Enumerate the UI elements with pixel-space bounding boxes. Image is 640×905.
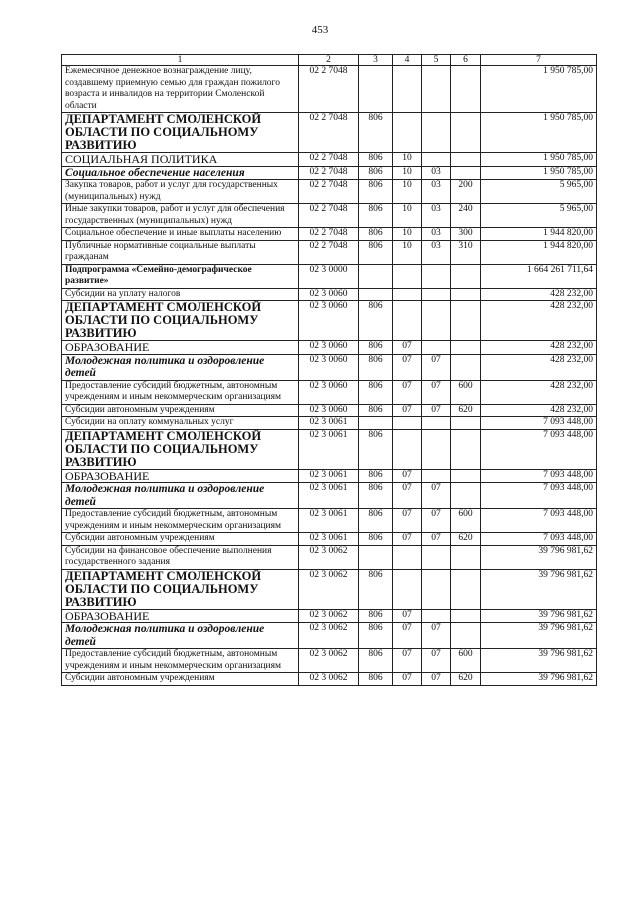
- name-cell: Предоставление субсидий бюджетным, автономным учреждениям и иным некоммерческим организациям: [62, 649, 299, 673]
- section-cell: 10: [393, 240, 422, 264]
- table-row: [62, 204, 597, 228]
- amount-cell: 428 232,00: [481, 354, 597, 380]
- subsection-cell: 07: [422, 673, 451, 686]
- admin-code-cell: 806: [359, 623, 393, 649]
- target-article-cell: 02 2 7048: [299, 166, 359, 180]
- subsection-cell: 03: [422, 228, 451, 241]
- admin-code-cell: 806: [359, 240, 393, 264]
- admin-code-cell: 806: [359, 166, 393, 180]
- expense-type-cell: [451, 66, 481, 113]
- expense-type-cell: 600: [451, 380, 481, 404]
- amount-cell: 39 796 981,62: [481, 673, 597, 686]
- subsection-cell: 07: [422, 380, 451, 404]
- amount-cell: 1 950 785,00: [481, 166, 597, 180]
- subsection-cell: [422, 469, 451, 483]
- name-cell: Закупка товаров, работ и услуг для государственных (муниципальных) нужд: [62, 180, 299, 204]
- expense-type-cell: [451, 469, 481, 483]
- expense-type-cell: [451, 429, 481, 469]
- amount-cell: 7 093 448,00: [481, 483, 597, 509]
- admin-code-cell: 806: [359, 533, 393, 546]
- amount-cell: 39 796 981,62: [481, 609, 597, 623]
- amount-cell: 39 796 981,62: [481, 545, 597, 569]
- expense-type-cell: [451, 623, 481, 649]
- section-cell: 07: [393, 483, 422, 509]
- expense-type-cell: [451, 545, 481, 569]
- table-row: [62, 180, 597, 204]
- expense-type-cell: 600: [451, 509, 481, 533]
- table-row: [62, 545, 597, 569]
- subsection-cell: 07: [422, 649, 451, 673]
- name-cell: Социальное обеспечение и иные выплаты населению: [62, 228, 299, 241]
- amount-cell: 7 093 448,00: [481, 469, 597, 483]
- amount-cell: 428 232,00: [481, 288, 597, 301]
- subsection-cell: 03: [422, 204, 451, 228]
- header-row: [62, 55, 597, 66]
- expense-type-cell: [451, 341, 481, 355]
- name-cell: СОЦИАЛЬНАЯ ПОЛИТИКА: [62, 153, 299, 167]
- section-cell: 07: [393, 609, 422, 623]
- subsection-cell: 07: [422, 533, 451, 546]
- name-cell: Субсидии на оплату коммунальных услуг: [62, 417, 299, 430]
- name-cell: Молодежная политика и оздоровление детей: [62, 623, 299, 649]
- name-cell: Ежемесячное денежное вознаграждение лицу, создавшему приемную семью для граждан пожилого возраста и инвалидов на территории Смоленской области: [62, 66, 299, 113]
- page-number: 453: [311, 24, 329, 36]
- amount-cell: 428 232,00: [481, 301, 597, 341]
- target-article-cell: 02 3 0062: [299, 623, 359, 649]
- section-cell: 07: [393, 623, 422, 649]
- target-article-cell: 02 3 0060: [299, 404, 359, 417]
- section-cell: [393, 301, 422, 341]
- name-cell: Субсидии автономным учреждениям: [62, 533, 299, 546]
- admin-code-cell: [359, 417, 393, 430]
- amount-cell: 1 664 261 711,64: [481, 264, 597, 288]
- name-cell: Иные закупки товаров, работ и услуг для обеспечения государственных (муниципальных) нужд: [62, 204, 299, 228]
- expense-type-cell: [451, 354, 481, 380]
- table-row: [62, 649, 597, 673]
- admin-code-cell: 806: [359, 404, 393, 417]
- table-row: [62, 417, 597, 430]
- subsection-cell: [422, 545, 451, 569]
- admin-code-cell: 806: [359, 380, 393, 404]
- admin-code-cell: 806: [359, 204, 393, 228]
- target-article-cell: 02 2 7048: [299, 240, 359, 264]
- section-cell: 10: [393, 180, 422, 204]
- subsection-cell: [422, 429, 451, 469]
- table-row: [62, 153, 597, 167]
- table-row: [62, 483, 597, 509]
- subsection-cell: 07: [422, 404, 451, 417]
- amount-cell: 1 950 785,00: [481, 113, 597, 153]
- subsection-cell: [422, 153, 451, 167]
- expense-type-cell: [451, 569, 481, 609]
- amount-cell: 1 944 820,00: [481, 228, 597, 241]
- expense-type-cell: 620: [451, 533, 481, 546]
- subsection-cell: 03: [422, 180, 451, 204]
- subsection-cell: [422, 569, 451, 609]
- subsection-cell: 07: [422, 354, 451, 380]
- subsection-cell: 03: [422, 166, 451, 180]
- target-article-cell: 02 2 7048: [299, 228, 359, 241]
- section-cell: 07: [393, 509, 422, 533]
- amount-cell: 428 232,00: [481, 380, 597, 404]
- subsection-cell: [422, 417, 451, 430]
- name-cell: Публичные нормативные социальные выплаты гражданам: [62, 240, 299, 264]
- amount-cell: 428 232,00: [481, 341, 597, 355]
- admin-code-cell: 806: [359, 649, 393, 673]
- target-article-cell: 02 3 0061: [299, 533, 359, 546]
- target-article-cell: 02 3 0060: [299, 288, 359, 301]
- expense-type-cell: [451, 288, 481, 301]
- name-cell: Субсидии на финансовое обеспечение выполнения государственного задания: [62, 545, 299, 569]
- table-row: [62, 509, 597, 533]
- header-col-2: 2: [299, 55, 359, 66]
- table-row: [62, 380, 597, 404]
- header-col-4: 4: [393, 55, 422, 66]
- section-cell: 07: [393, 380, 422, 404]
- name-cell: Субсидии автономным учреждениям: [62, 404, 299, 417]
- section-cell: [393, 545, 422, 569]
- target-article-cell: 02 3 0060: [299, 354, 359, 380]
- table-row: [62, 341, 597, 355]
- section-cell: 10: [393, 204, 422, 228]
- budget-table: [61, 54, 597, 686]
- table-row: [62, 240, 597, 264]
- section-cell: 10: [393, 153, 422, 167]
- expense-type-cell: 240: [451, 204, 481, 228]
- target-article-cell: 02 3 0060: [299, 301, 359, 341]
- name-cell: Субсидии автономным учреждениям: [62, 673, 299, 686]
- subsection-cell: [422, 288, 451, 301]
- header-col-6: 6: [451, 55, 481, 66]
- amount-cell: 39 796 981,62: [481, 649, 597, 673]
- expense-type-cell: [451, 264, 481, 288]
- subsection-cell: 07: [422, 509, 451, 533]
- target-article-cell: 02 3 0061: [299, 483, 359, 509]
- admin-code-cell: 806: [359, 113, 393, 153]
- section-cell: [393, 288, 422, 301]
- subsection-cell: [422, 341, 451, 355]
- name-cell: Предоставление субсидий бюджетным, автономным учреждениям и иным некоммерческим организациям: [62, 380, 299, 404]
- table-row: [62, 301, 597, 341]
- amount-cell: 1 944 820,00: [481, 240, 597, 264]
- admin-code-cell: [359, 66, 393, 113]
- admin-code-cell: 806: [359, 341, 393, 355]
- expense-type-cell: 310: [451, 240, 481, 264]
- name-cell: Молодежная политика и оздоровление детей: [62, 483, 299, 509]
- section-cell: [393, 66, 422, 113]
- amount-cell: 428 232,00: [481, 404, 597, 417]
- amount-cell: 5 965,00: [481, 180, 597, 204]
- table-row: [62, 228, 597, 241]
- admin-code-cell: 806: [359, 153, 393, 167]
- admin-code-cell: 806: [359, 180, 393, 204]
- section-cell: [393, 569, 422, 609]
- admin-code-cell: 806: [359, 609, 393, 623]
- target-article-cell: 02 2 7048: [299, 66, 359, 113]
- name-cell: Социальное обеспечение населения: [62, 166, 299, 180]
- admin-code-cell: 806: [359, 301, 393, 341]
- name-cell: Молодежная политика и оздоровление детей: [62, 354, 299, 380]
- table-row: [62, 673, 597, 686]
- target-article-cell: 02 3 0061: [299, 429, 359, 469]
- table-row: [62, 288, 597, 301]
- table-row: [62, 623, 597, 649]
- admin-code-cell: 806: [359, 509, 393, 533]
- section-cell: 07: [393, 533, 422, 546]
- name-cell: ДЕПАРТАМЕНТ СМОЛЕНСКОЙ ОБЛАСТИ ПО СОЦИАЛЬНОМУ РАЗВИТИЮ: [62, 113, 299, 153]
- name-cell: ДЕПАРТАМЕНТ СМОЛЕНСКОЙ ОБЛАСТИ ПО СОЦИАЛЬНОМУ РАЗВИТИЮ: [62, 569, 299, 609]
- expense-type-cell: [451, 153, 481, 167]
- expense-type-cell: 620: [451, 404, 481, 417]
- expense-type-cell: 600: [451, 649, 481, 673]
- subsection-cell: 03: [422, 240, 451, 264]
- expense-type-cell: [451, 417, 481, 430]
- section-cell: 10: [393, 228, 422, 241]
- section-cell: 07: [393, 469, 422, 483]
- subsection-cell: [422, 66, 451, 113]
- target-article-cell: 02 3 0062: [299, 569, 359, 609]
- admin-code-cell: 806: [359, 469, 393, 483]
- section-cell: [393, 264, 422, 288]
- section-cell: 07: [393, 673, 422, 686]
- target-article-cell: 02 3 0060: [299, 341, 359, 355]
- target-article-cell: 02 2 7048: [299, 180, 359, 204]
- admin-code-cell: 806: [359, 569, 393, 609]
- subsection-cell: [422, 609, 451, 623]
- name-cell: ОБРАЗОВАНИЕ: [62, 609, 299, 623]
- section-cell: 07: [393, 354, 422, 380]
- table-row: [62, 166, 597, 180]
- name-cell: ОБРАЗОВАНИЕ: [62, 341, 299, 355]
- target-article-cell: 02 3 0062: [299, 545, 359, 569]
- admin-code-cell: 806: [359, 354, 393, 380]
- amount-cell: 1 950 785,00: [481, 66, 597, 113]
- admin-code-cell: 806: [359, 228, 393, 241]
- admin-code-cell: 806: [359, 673, 393, 686]
- table-row: [62, 533, 597, 546]
- admin-code-cell: [359, 545, 393, 569]
- name-cell: ДЕПАРТАМЕНТ СМОЛЕНСКОЙ ОБЛАСТИ ПО СОЦИАЛЬНОМУ РАЗВИТИЮ: [62, 429, 299, 469]
- expense-type-cell: 620: [451, 673, 481, 686]
- section-cell: [393, 417, 422, 430]
- table-row: [62, 609, 597, 623]
- target-article-cell: 02 3 0062: [299, 609, 359, 623]
- expense-type-cell: [451, 166, 481, 180]
- expense-type-cell: [451, 483, 481, 509]
- expense-type-cell: 200: [451, 180, 481, 204]
- target-article-cell: 02 2 7048: [299, 204, 359, 228]
- admin-code-cell: 806: [359, 429, 393, 469]
- target-article-cell: 02 3 0061: [299, 469, 359, 483]
- target-article-cell: 02 2 7048: [299, 113, 359, 153]
- admin-code-cell: [359, 264, 393, 288]
- amount-cell: 5 965,00: [481, 204, 597, 228]
- table-row: [62, 113, 597, 153]
- amount-cell: 39 796 981,62: [481, 623, 597, 649]
- header-col-1: 1: [62, 55, 299, 66]
- section-cell: [393, 113, 422, 153]
- expense-type-cell: 300: [451, 228, 481, 241]
- amount-cell: 7 093 448,00: [481, 417, 597, 430]
- section-cell: 07: [393, 341, 422, 355]
- expense-type-cell: [451, 301, 481, 341]
- table-row: [62, 569, 597, 609]
- target-article-cell: 02 3 0062: [299, 673, 359, 686]
- subsection-cell: 07: [422, 483, 451, 509]
- admin-code-cell: 806: [359, 483, 393, 509]
- amount-cell: 39 796 981,62: [481, 569, 597, 609]
- section-cell: [393, 429, 422, 469]
- subsection-cell: [422, 301, 451, 341]
- amount-cell: 1 950 785,00: [481, 153, 597, 167]
- header-col-7: 7: [481, 55, 597, 66]
- name-cell: Подпрограмма «Семейно-демографическое развитие»: [62, 264, 299, 288]
- table-row: [62, 66, 597, 113]
- name-cell: Субсидии на уплату налогов: [62, 288, 299, 301]
- table-row: [62, 404, 597, 417]
- section-cell: 07: [393, 649, 422, 673]
- amount-cell: 7 093 448,00: [481, 509, 597, 533]
- subsection-cell: [422, 113, 451, 153]
- table-row: [62, 429, 597, 469]
- target-article-cell: 02 3 0061: [299, 417, 359, 430]
- target-article-cell: 02 3 0061: [299, 509, 359, 533]
- amount-cell: 7 093 448,00: [481, 533, 597, 546]
- amount-cell: 7 093 448,00: [481, 429, 597, 469]
- section-cell: 07: [393, 404, 422, 417]
- section-cell: 10: [393, 166, 422, 180]
- target-article-cell: 02 3 0060: [299, 380, 359, 404]
- header-col-3: 3: [359, 55, 393, 66]
- expense-type-cell: [451, 113, 481, 153]
- name-cell: Предоставление субсидий бюджетным, автономным учреждениям и иным некоммерческим организациям: [62, 509, 299, 533]
- table-row: [62, 354, 597, 380]
- name-cell: ДЕПАРТАМЕНТ СМОЛЕНСКОЙ ОБЛАСТИ ПО СОЦИАЛЬНОМУ РАЗВИТИЮ: [62, 301, 299, 341]
- target-article-cell: 02 3 0062: [299, 649, 359, 673]
- subsection-cell: 07: [422, 623, 451, 649]
- admin-code-cell: [359, 288, 393, 301]
- table-row: [62, 264, 597, 288]
- target-article-cell: 02 2 7048: [299, 153, 359, 167]
- expense-type-cell: [451, 609, 481, 623]
- header-col-5: 5: [422, 55, 451, 66]
- table-row: [62, 469, 597, 483]
- subsection-cell: [422, 264, 451, 288]
- name-cell: ОБРАЗОВАНИЕ: [62, 469, 299, 483]
- target-article-cell: 02 3 0000: [299, 264, 359, 288]
